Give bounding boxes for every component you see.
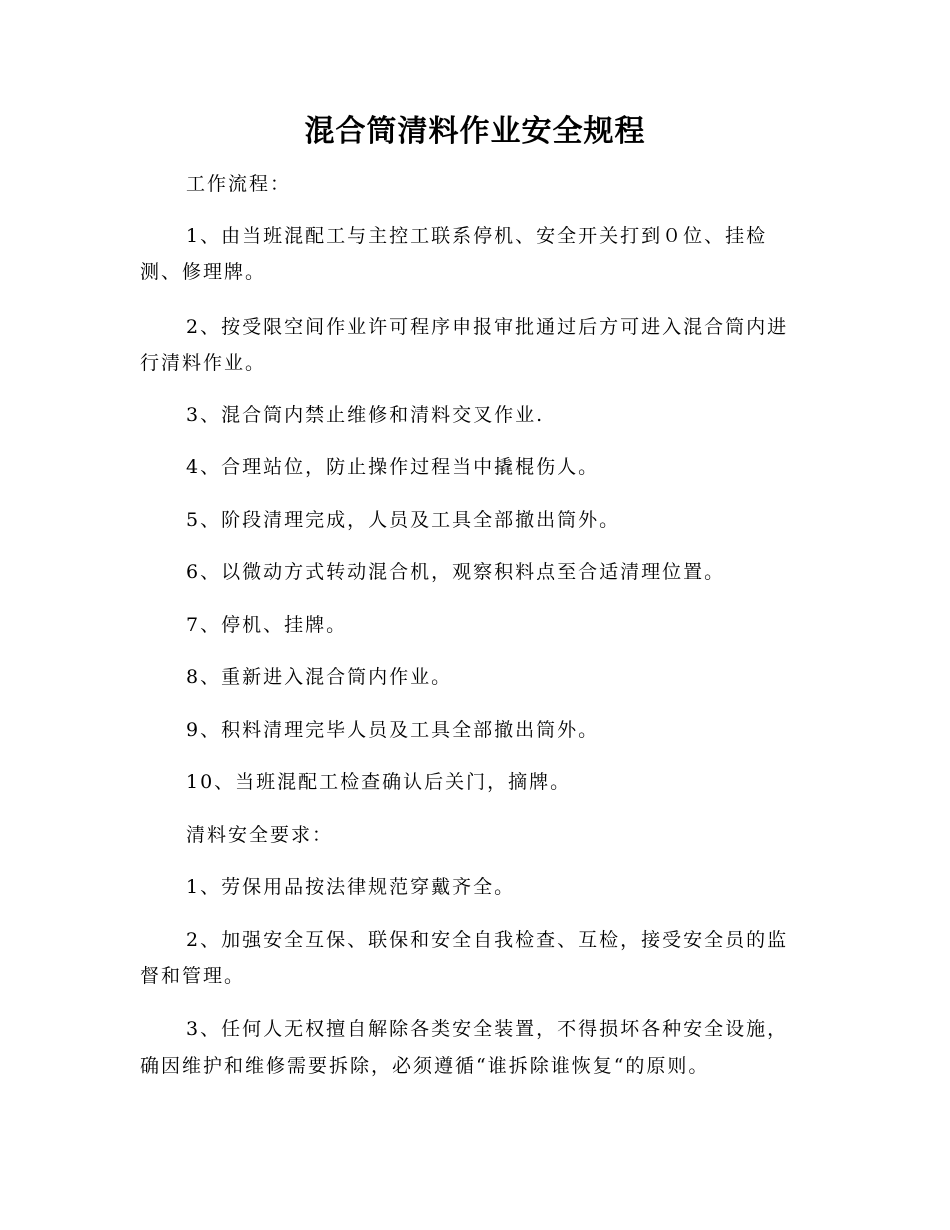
workflow-item-2-line2: 行清料作业。 <box>140 352 267 374</box>
workflow-item-10: 10、当班混配工检查确认后关门，摘牌。 <box>186 771 572 793</box>
section-heading-workflow: 工作流程： <box>186 173 292 195</box>
workflow-item-3: 3、混合筒内禁止维修和清料交叉作业. <box>186 404 545 426</box>
workflow-item-5: 5、阶段清理完成，人员及工具全部撤出筒外。 <box>186 509 621 531</box>
workflow-item-7: 7、停机、挂牌。 <box>186 614 348 636</box>
safety-item-3-line1: 3、任何人无权擅自解除各类安全装置，不得损坏各种安全设施， <box>186 1018 789 1040</box>
workflow-item-1-line1: 1、由当班混配工与主控工联系停机、安全开关打到０位、挂检 <box>186 225 768 247</box>
safety-item-2-line2: 督和管理。 <box>140 965 246 987</box>
safety-item-3-line2: 确因维护和维修需要拆除，必须遵循“谁拆除谁恢复“的原则。 <box>140 1055 710 1077</box>
workflow-item-2-line1: 2、按受限空间作业许可程序申报审批通过后方可进入混合筒内进 <box>186 316 789 338</box>
document-title: 混合筒清料作业安全规程 <box>304 114 646 149</box>
workflow-item-1-line2: 测、修理牌。 <box>140 261 267 283</box>
safety-item-1: 1、劳保用品按法律规范穿戴齐全。 <box>186 876 516 898</box>
workflow-item-8: 8、重新进入混合筒内作业。 <box>186 666 453 688</box>
workflow-item-6: 6、以微动方式转动混合机，观察积料点至合适清理位置。 <box>186 561 726 583</box>
section-heading-safety: 清料安全要求： <box>186 824 334 846</box>
workflow-item-9: 9、积料清理完毕人员及工具全部撤出筒外。 <box>186 719 600 741</box>
workflow-item-4: 4、合理站位，防止操作过程当中撬棍伤人。 <box>186 456 600 478</box>
safety-item-2-line1: 2、加强安全互保、联保和安全自我检查、互检，接受安全员的监 <box>186 929 789 951</box>
